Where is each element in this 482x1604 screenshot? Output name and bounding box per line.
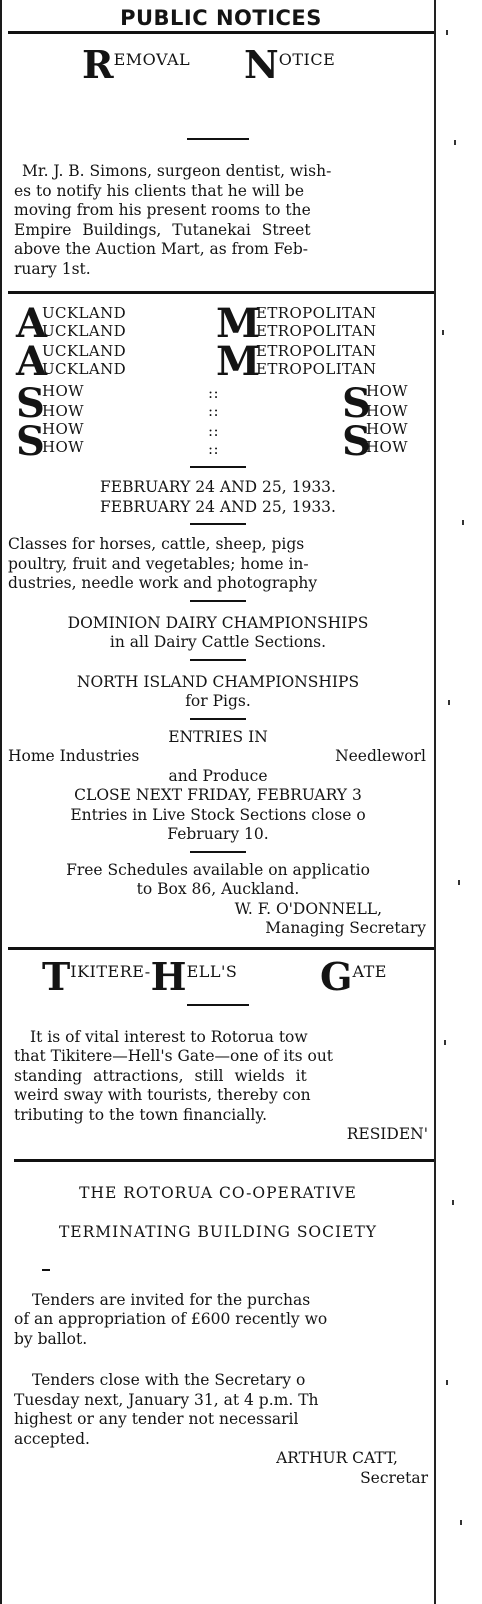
text-line: THE ROTORUA CO-OPERATIVE — [79, 1183, 357, 1202]
dairy-championships — [2, 614, 434, 653]
show-word: HOW — [366, 420, 408, 438]
signer-name: W. F. O'DONNELL, — [234, 899, 382, 918]
north-island-championships — [2, 673, 434, 712]
signer-title: Managing Secretary — [265, 919, 426, 937]
show-word: HOW — [366, 382, 408, 400]
society-close — [2, 1371, 434, 1449]
text-line: Tenders are invited for the purchas — [32, 1290, 311, 1309]
section-heading: PUBLIC NOTICES — [8, 0, 434, 34]
text-line: Needleworl — [335, 747, 426, 765]
text-line: tributing to the town financially. — [14, 1105, 268, 1124]
text-line: February 10. — [167, 825, 269, 843]
ink-speck — [444, 1040, 446, 1045]
text-line: It is of vital interest to Rotorua tow — [30, 1027, 308, 1046]
ink-speck — [454, 140, 456, 145]
gate-rest: ATE — [352, 961, 387, 981]
text-line: Mr. J. B. Simons, surgeon dentist, wish- — [22, 162, 332, 180]
auckland-word: UCKLAND — [42, 360, 127, 378]
gate-initial: G — [320, 953, 353, 999]
show-classes — [2, 535, 434, 594]
separator: :: — [208, 384, 219, 402]
removal-notice-title — [2, 34, 434, 98]
text-line: above the Auction Mart, as from Feb- — [14, 240, 309, 258]
signer-name: ARTHUR CATT, — [276, 1449, 398, 1467]
text-line: Tenders close with the Secretary o — [32, 1371, 306, 1389]
notice-title-initial: N — [244, 42, 279, 87]
show-dates — [2, 478, 434, 517]
tikitere-body — [2, 1028, 434, 1126]
signer-title: Secretar — [360, 1468, 428, 1487]
page-gutter — [432, 0, 482, 1604]
society-tenders — [2, 1291, 434, 1350]
auckland-word: UCKLAND — [42, 342, 127, 360]
text-line: in all Dairy Cattle Sections. — [109, 633, 327, 651]
removal-notice-body — [2, 162, 434, 279]
schedules — [2, 861, 434, 900]
ink-speck — [452, 1200, 454, 1205]
text-line: Tuesday next, January 31, at 4 p.m. Th — [14, 1390, 319, 1409]
show-word: HOW — [42, 420, 84, 438]
text-line: dustries, needle work and photography — [8, 574, 318, 592]
removal-title-initial: R — [82, 42, 114, 87]
text-line: of an appropriation of £600 recently wo — [14, 1310, 328, 1328]
show-initial: S — [16, 418, 45, 465]
text-line: accepted. — [14, 1429, 90, 1448]
text-line: FEBRUARY 24 AND 25, 1933. — [100, 478, 336, 496]
text-line: standing attractions, still wields it — [14, 1066, 307, 1085]
text-line: TERMINATING BUILDING SOCIETY — [58, 1223, 378, 1241]
text-line: and Produce — [168, 766, 268, 785]
society-name — [2, 1184, 434, 1204]
column-rule — [434, 0, 436, 1604]
text-line: FEBRUARY 24 AND 25, 1933. — [100, 497, 336, 516]
ink-speck — [448, 700, 450, 705]
show-word: HOW — [42, 402, 84, 420]
show-title-block — [2, 300, 434, 474]
text-line: by ballot. — [14, 1329, 88, 1348]
text-line: DOMINION DAIRY CHAMPIONSHIPS — [67, 613, 369, 632]
metropolitan-initial: M — [216, 300, 261, 347]
tikitere-initial: T — [42, 953, 71, 999]
removal-title-rest: EMOVAL — [113, 50, 191, 69]
text-line: Home Industries — [8, 747, 140, 765]
text-line: for Pigs. — [185, 692, 251, 710]
text-line: Empire Buildings, Tutanekai Street — [14, 220, 311, 239]
separator: :: — [208, 440, 219, 458]
text-line: poultry, fruit and vegetables; home in- — [8, 554, 309, 573]
ink-speck — [446, 30, 448, 35]
show-initial: S — [342, 380, 371, 427]
show-word: HOW — [366, 402, 408, 420]
notice-title-rest: OTICE — [278, 50, 336, 69]
text-line: es to notify his clients that he will be — [14, 181, 304, 200]
entries-categories — [2, 747, 434, 767]
hells-rest: ELL'S — [186, 961, 238, 981]
show-initial: S — [342, 418, 371, 465]
separator: :: — [208, 402, 219, 420]
auckland-initial: A — [16, 338, 48, 385]
text-line: to Box 86, Auckland. — [136, 880, 300, 898]
text-line: Classes for horses, cattle, sheep, pigs — [8, 535, 305, 553]
text-line: NORTH ISLAND CHAMPIONSHIPS — [76, 672, 360, 691]
hells-initial: H — [150, 953, 187, 999]
ink-speck — [442, 330, 444, 335]
text-line: ruary 1st. — [14, 259, 91, 278]
metropolitan-word: ETROPOLITAN — [256, 322, 377, 340]
ink-speck — [446, 1380, 448, 1385]
text-line: highest or any tender not necessaril — [14, 1410, 299, 1428]
tikitere-rest: IKITERE- — [70, 961, 151, 981]
text-line: moving from his present rooms to the — [14, 201, 311, 219]
ink-speck — [462, 520, 464, 525]
show-word: HOW — [42, 438, 84, 456]
text-line: CLOSE NEXT FRIDAY, FEBRUARY 3 — [74, 786, 362, 804]
ink-speck — [458, 880, 460, 885]
tikitere-title — [2, 950, 434, 1000]
text-line: weird sway with tourists, thereby con — [14, 1086, 311, 1104]
separator: :: — [208, 422, 219, 440]
auckland-word: UCKLAND — [42, 322, 127, 340]
text-line: Entries in Live Stock Sections close o — [70, 805, 366, 824]
auckland-word: UCKLAND — [42, 304, 127, 322]
metropolitan-word: ETROPOLITAN — [256, 360, 377, 378]
text-line: Free Schedules available on applicatio — [66, 860, 370, 879]
auckland-initial: A — [16, 300, 48, 347]
show-word: HOW — [42, 382, 84, 400]
metropolitan-word: ETROPOLITAN — [256, 342, 377, 360]
signoff: RESIDEN' — [346, 1125, 428, 1143]
society-signature — [2, 1449, 434, 1469]
divider — [8, 291, 434, 294]
ink-speck — [460, 1520, 462, 1525]
metropolitan-word: ETROPOLITAN — [256, 304, 377, 322]
show-signature — [2, 900, 434, 920]
show-word: HOW — [366, 438, 408, 456]
show-initial: S — [16, 380, 45, 427]
text-line: ENTRIES IN — [168, 727, 268, 746]
text-line: that Tikitere—Hell's Gate—one of its out — [14, 1047, 334, 1065]
metropolitan-initial: M — [216, 338, 261, 385]
entries-block — [2, 728, 434, 748]
